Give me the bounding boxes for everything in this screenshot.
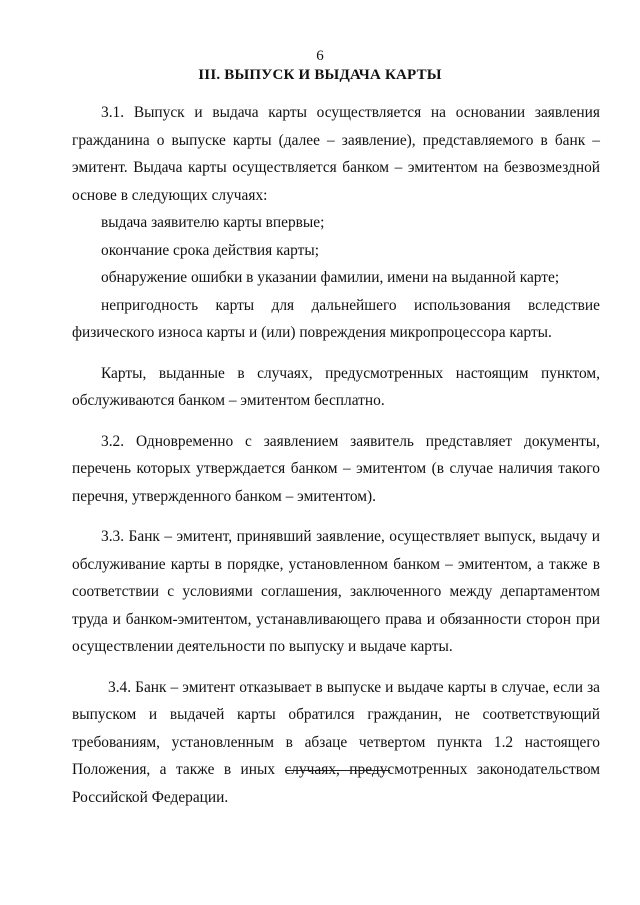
paragraph-3-4: 3.4. Банк – эмитент отказывает в выпуске и выдаче карты в случае, если за выпуском и выдачей карты обратился гражданин, не соответствующий требованиям, установленным в абзаце четвертом пункта 1.2 настоящего Положения, а также в иных случаях, предусмотренных законодательством Российской Федерации.	[72, 678, 600, 806]
paragraph-3-1: 3.1. Выпуск и выдача карты осуществляется на основании заявления гражданина о выпуске карты (далее – заявление), представляемого в банк – эмитент. Выдача карты осуществляется банком – эмитентом на безвозмездной основе в следующих случаях:	[72, 104, 600, 204]
list-item-unfit-card: непригодность карты для дальнейшего использования вследствие физического износа карты и (или) повреждения микропроцессора карты.	[72, 296, 600, 341]
document-body	[72, 99, 600, 811]
list-item-name-error: обнаружение ошибки в указании фамилии, имени на выданной карте;	[101, 269, 560, 286]
paragraph-3-2: 3.2. Одновременно с заявлением заявитель представляет документы, перечень которых утверждается банком – эмитентом (в случае наличия такого перечня, утвержденного банком – эмитентом).	[72, 432, 600, 505]
list-item-first-issue: выдача заявителю карты впервые;	[101, 214, 325, 231]
section-title: III. ВЫПУСК И ВЫДАЧА КАРТЫ	[198, 67, 442, 83]
paragraph-free-service: Карты, выданные в случаях, предусмотренных настоящим пунктом, обслуживаются банком – эмитентом бесплатно.	[72, 364, 600, 409]
closing-rule	[286, 770, 390, 771]
page-number: 6	[316, 48, 324, 64]
list-item-expiry: окончание срока действия карты;	[101, 241, 319, 259]
paragraph-3-3: 3.3. Банк – эмитент, принявший заявление, осуществляет выпуск, выдачу и обслуживание карты в порядке, установленном банком – эмитентом, а также в соответствии с условиями соглашения, заключенного между департаментом труда и банком-эмитентом, устанавливающего права и обязанности сторон при осуществлении деятельности по выпуску и выдаче карты.	[72, 528, 600, 655]
